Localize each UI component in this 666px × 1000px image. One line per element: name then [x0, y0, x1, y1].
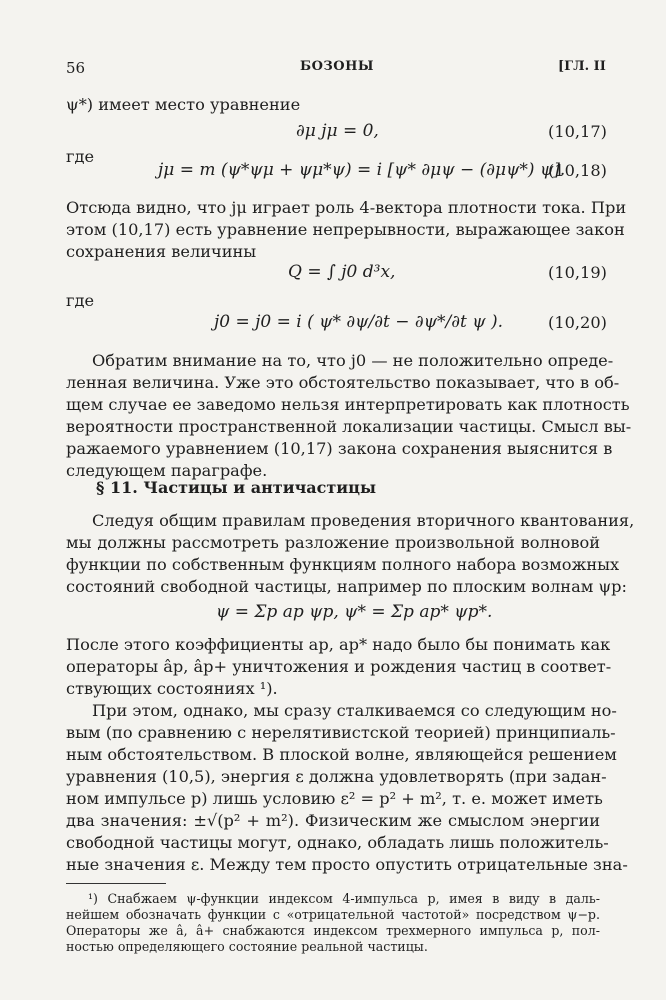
equation-number: (10,20) [548, 313, 607, 332]
text-line: операторы âp, âp+ уничтожения и рождения частиц в соответ- [66, 657, 612, 676]
running-title: БОЗОНЫ [300, 59, 375, 74]
footnote-line: ¹) Снабжаем ψ-функции индексом 4-импульса p, имея в виду в даль- [88, 891, 600, 906]
equation-number: (10,18) [548, 161, 607, 180]
text-line: этом (10,17) есть уравнение непрерывности, выражающее закон [66, 220, 625, 239]
text-line: ным обстоятельством. В плоской волне, являющейся решением [66, 745, 617, 764]
text-line: Отсюда видно, что jμ играет роль 4-вектора плотности тока. При [66, 198, 627, 217]
text-line: вым (по сравнению с нерелятивистской теорией) принципиаль- [66, 723, 616, 742]
text-line: После этого коэффициенты ap, ap* надо было бы понимать как [66, 635, 611, 654]
text-line: состояний свободной частицы, например по плоским волнам ψp: [66, 577, 627, 596]
footnote-line: нейшем обозначать функции с «отрицательной частотой» посредством ψ−p. [66, 907, 600, 922]
text-line: ные значения ε. Между тем просто опустить отрицательные зна- [66, 855, 628, 874]
text-line: ствующих состояниях ¹). [66, 679, 278, 698]
text-line: следующем параграфе. [66, 461, 268, 480]
text-line: Обратим внимание на то, что j0 — не положительно опреде- [92, 351, 614, 370]
page-number: 56 [66, 59, 86, 77]
text-line: где [66, 291, 95, 310]
section-heading: § 11. Частицы и античастицы [96, 478, 377, 497]
footnote-rule [66, 883, 166, 884]
equation-number: (10,19) [548, 263, 607, 282]
text-line: мы должны рассмотреть разложение произвольной волновой [66, 533, 600, 552]
equation-10-18: jμ = m (ψ*ψμ + ψμ*ψ) = i [ψ* ∂μψ − (∂μψ*) ψ]. [158, 160, 566, 180]
text-line: ленная величина. Уже это обстоятельство показывает, что в об- [66, 373, 620, 392]
text-line: ражаемого уравнением (10,17) закона сохранения выяснится в [66, 439, 613, 458]
text-line: свободной частицы могут, однако, обладать лишь положитель- [66, 833, 609, 852]
text-line: При этом, однако, мы сразу сталкиваемся со следующим но- [92, 701, 617, 720]
text-line: ψ*) имеет место уравнение [66, 95, 301, 114]
chapter-label: [ГЛ. II [558, 59, 606, 74]
equation-10-19: Q = ∫ j0 d³x, [288, 262, 396, 282]
text-line: ном импульсе p) лишь условию ε² = p² + m², т. е. может иметь [66, 789, 603, 808]
plane-wave-expansion: ψ = Σp ap ψp, ψ* = Σp ap* ψp*. [216, 602, 493, 622]
text-line: где [66, 147, 95, 166]
text-line: уравнения (10,5), энергия ε должна удовлетворять (при задан- [66, 767, 607, 786]
equation-10-17: ∂μ jμ = 0, [296, 121, 379, 141]
text-line: вероятности пространственной локализации частицы. Смысл вы- [66, 417, 632, 436]
equation-10-20: j0 = j0 = i ( ψ* ∂ψ/∂t − ∂ψ*/∂t ψ ). [214, 312, 504, 332]
text-line: функции по собственным функциям полного набора возможных [66, 555, 620, 574]
text-line: два значения: ±√(p² + m²). Физическим же смыслом энергии [66, 811, 600, 830]
equation-number: (10,17) [548, 122, 607, 141]
text-line: щем случае ее заведомо нельзя интерпретировать как плотность [66, 395, 630, 414]
footnote-line: ностью определяющего состояние реальной частицы. [66, 939, 428, 954]
text-line: Следуя общим правилам проведения вторичного квантования, [92, 511, 635, 530]
text-line: сохранения величины [66, 242, 257, 261]
footnote-line: Операторы же â, â+ снабжаются индексом трехмерного импульса p, пол- [66, 923, 600, 938]
